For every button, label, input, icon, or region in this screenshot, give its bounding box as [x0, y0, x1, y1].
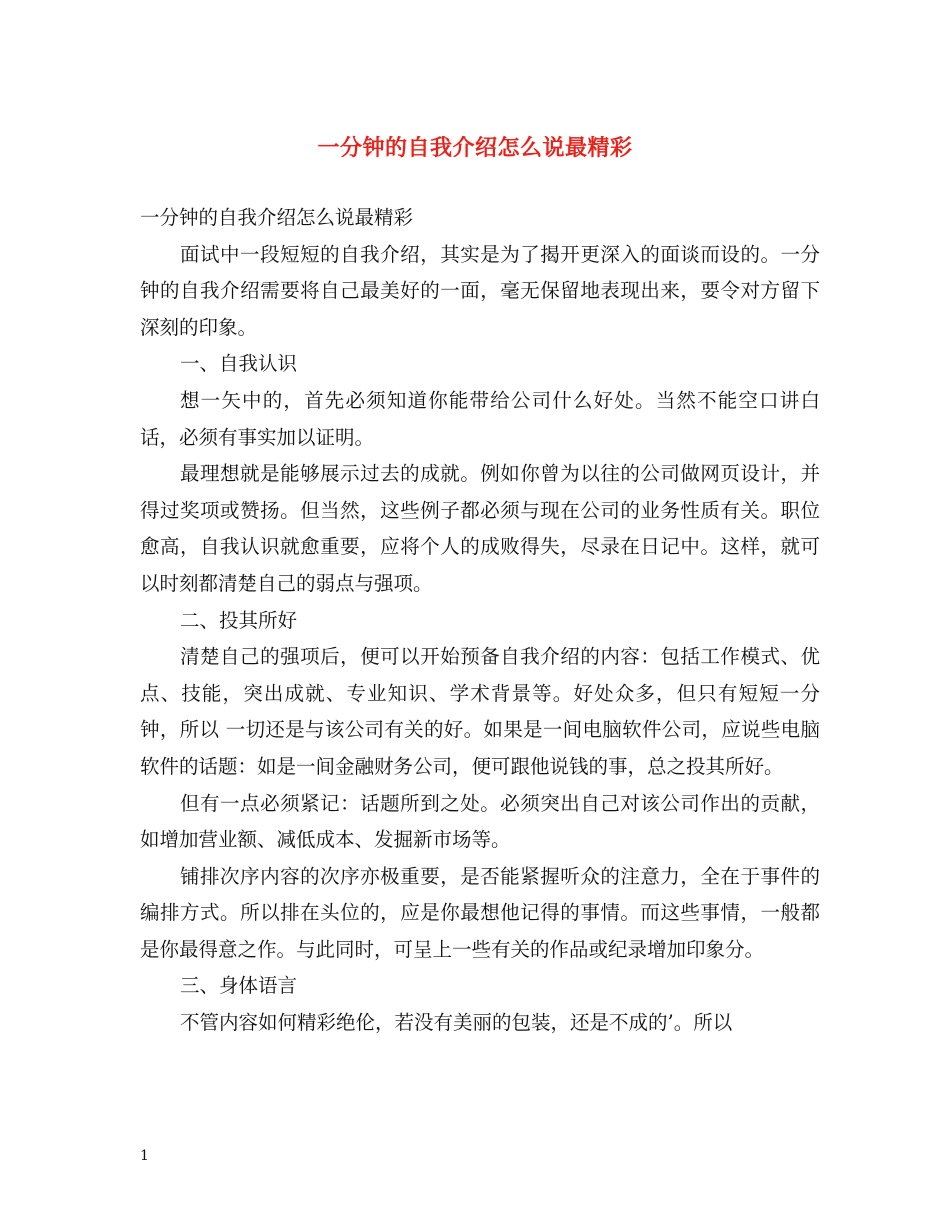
- paragraph: 一、自我认识: [180, 352, 298, 376]
- paragraph: 铺排次序内容的次序亦极重要，是否能紧握听众的注意力，全在于事件的编排方式。所以排在头位的，应是你最想他记得的事情。而这些事情，一般都是你最得意之作。与此同时，可呈上一些有关的作品或纪录增加印象分。: [140, 864, 820, 961]
- paragraph: 清楚自己的强项后，便可以开始预备自我介绍的内容：包括工作模式、优点、技能，突出成就、专业知识、学术背景等。好处众多，但只有短短一分钟，所以 一切还是与该公司有关的好。如果是一间电脑软件公司，应说些电脑软件的话题：如是一间金融财务公司，便可跟他说钱的事，总之投其所好。: [140, 645, 820, 778]
- paragraph: 最理想就是能够展示过去的成就。例如你曾为以往的公司做网页设计，并得过奖项或赞扬。但当然，这些例子都必须与现在公司的业务性质有关。职位愈高，自我认识就愈重要，应将个人的成败得失，尽录在日记中。这样，就可以时刻都清楚自己的弱点与强项。: [140, 462, 820, 595]
- document-title: 一分钟的自我介绍怎么说最精彩: [317, 135, 633, 161]
- paragraph: 但有一点必须紧记：话题所到之处。必须突出自己对该公司作出的贡献，如增加营业额、减低成本、发掘新市场等。: [140, 791, 820, 852]
- paragraph: 面试中一段短短的自我介绍，其实是为了揭开更深入的面谈而设的。一分钟的自我介绍需要将自己最美好的一面，毫无保留地表现出来，要令对方留下深刻的印象。: [140, 242, 820, 339]
- paragraph: 三、身体语言: [180, 974, 298, 998]
- paragraph: 不管内容如何精彩绝伦，若没有美丽的包装，还是不成的’。所以: [180, 1011, 733, 1035]
- paragraph: 二、投其所好: [180, 608, 298, 632]
- document-body: [140, 200, 820, 1042]
- paragraph: 一分钟的自我介绍怎么说最精彩: [140, 206, 414, 229]
- page-number: 1: [140, 1148, 149, 1164]
- paragraph: 想一矢中的，首先必须知道你能带给公司什么好处。当然不能空口讲白话，必须有事实加以证明。: [140, 388, 820, 449]
